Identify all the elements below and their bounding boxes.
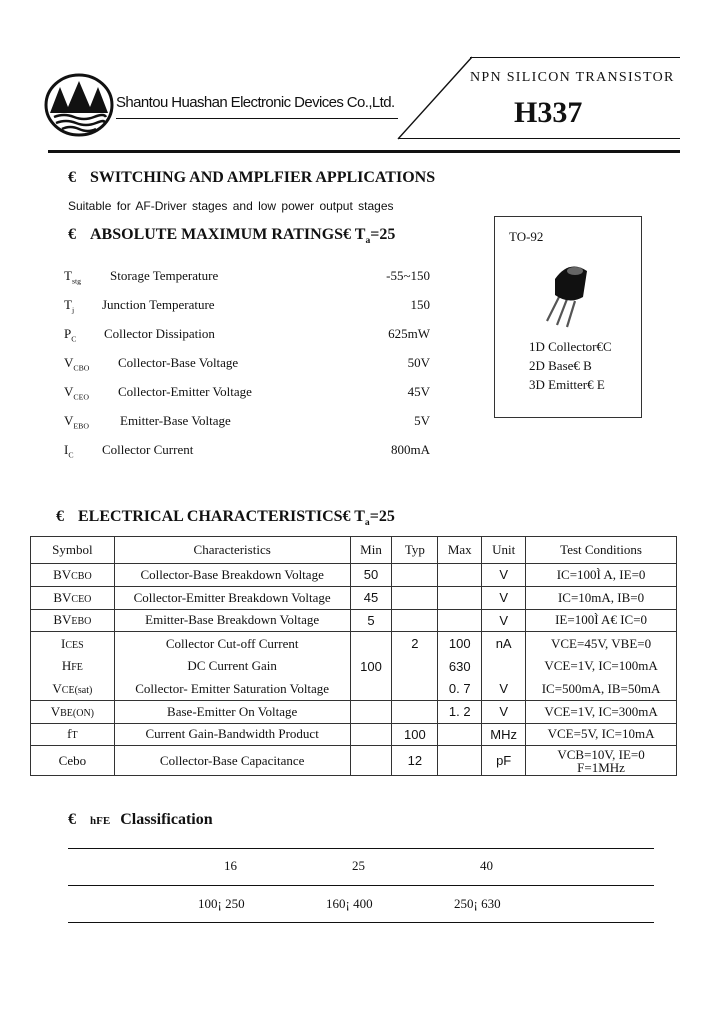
cell-typ [392, 700, 438, 723]
rating-desc: Collector Current [102, 442, 194, 457]
rating-value: 45V [407, 384, 430, 399]
cell-min: 5 [350, 609, 392, 632]
rating-row [64, 413, 444, 433]
cell-typ [392, 655, 438, 678]
cell-condition: IC=100Ì A, IE=0 [526, 564, 677, 587]
hfe-class-25: 25 [352, 858, 365, 873]
col-unit: Unit [482, 537, 526, 564]
rating-value: 150 [410, 297, 430, 312]
cell-max [438, 564, 482, 587]
table-row [31, 564, 677, 587]
company-logo [44, 73, 114, 137]
cell-characteristic: Current Gain-Bandwidth Product [114, 723, 350, 746]
pin-2-label: 2D Base€ B [529, 358, 592, 373]
cell-characteristic: Collector-Base Capacitance [114, 746, 350, 776]
rating-row [64, 355, 444, 375]
rating-row [64, 384, 444, 404]
cell-characteristic: Collector-Base Breakdown Voltage [114, 564, 350, 587]
electrical-table [30, 536, 677, 776]
rating-value: 5V [414, 413, 430, 428]
cell-max [438, 723, 482, 746]
rating-value: -55~150 [386, 268, 430, 283]
col-characteristics: Characteristics [114, 537, 350, 564]
transistor-type: NPN SILICON TRANSISTOR [470, 70, 675, 85]
rating-value: 50V [407, 355, 430, 370]
rating-value: 625mW [388, 326, 430, 341]
hfe-line-top [68, 848, 654, 849]
table-row [31, 609, 677, 632]
package-box [494, 216, 642, 418]
cell-typ: 100 [392, 723, 438, 746]
rating-symbol: $V_{CEO}$ [64, 384, 89, 402]
cell-symbol: BVEBO [31, 609, 115, 632]
cell-condition: IC=500mA, IB=50mA [526, 677, 677, 700]
applications-text: Suitable for AF-Driver stages and low power output stages [68, 199, 394, 213]
cell-characteristic: DC Current Gain [114, 655, 350, 678]
col-test-conditions: Test Conditions [526, 537, 677, 564]
rating-symbol: $T_{stg}$ [64, 268, 82, 286]
hfe-range-40: 250¡ 630 [454, 896, 501, 911]
table-header [31, 537, 677, 564]
header-thick-line [48, 150, 680, 153]
cell-symbol: Cebo [31, 746, 115, 776]
cell-unit: V [482, 700, 526, 723]
table-row [31, 700, 677, 723]
cell-typ [392, 609, 438, 632]
hfe-line-bottom [68, 922, 654, 923]
cell-condition: IC=10mA, IB=0 [526, 586, 677, 609]
hfe-line-mid [68, 885, 654, 886]
header-thin-line [398, 138, 680, 139]
rating-symbol: $I_C$ [64, 442, 74, 460]
cell-min [350, 632, 392, 655]
cell-condition: VCE=1V, IC=300mA [526, 700, 677, 723]
cell-unit: V [482, 564, 526, 587]
cell-min [350, 700, 392, 723]
hfe-class-40: 40 [480, 858, 493, 873]
rating-desc: Junction Temperature [102, 297, 215, 312]
hfe-range-16: 100¡ 250 [198, 896, 245, 911]
rating-desc: Emitter-Base Voltage [120, 413, 231, 428]
table-row [31, 586, 677, 609]
cell-symbol: HFE [31, 655, 115, 678]
table-row [31, 677, 677, 700]
rating-symbol: $T_j$ [64, 297, 75, 315]
rating-symbol: $V_{CBO}$ [64, 355, 90, 373]
rating-desc: Storage Temperature [110, 268, 219, 283]
rating-symbol: $V_{EBO}$ [64, 413, 89, 431]
cell-unit: nA [482, 632, 526, 655]
cell-condition: VCE=1V, IC=100mA [526, 655, 677, 678]
rating-desc: Collector-Base Voltage [118, 355, 239, 370]
cell-max: 100 [438, 632, 482, 655]
cell-min [350, 723, 392, 746]
rating-value: 800mA [391, 442, 430, 457]
cell-unit: V [482, 586, 526, 609]
cell-max: 630 [438, 655, 482, 678]
cell-characteristic: Collector- Emitter Saturation Voltage [114, 677, 350, 700]
cell-max: 0. 7 [438, 677, 482, 700]
cell-condition: VCE=5V, IC=10mA [526, 723, 677, 746]
cell-min: 45 [350, 586, 392, 609]
pin-3-label: 3D Emitter€ E [529, 377, 605, 392]
table-row [31, 632, 677, 655]
cell-unit: MHz [482, 723, 526, 746]
cell-symbol: fT [31, 723, 115, 746]
rating-desc: Collector-Emitter Voltage [118, 384, 252, 399]
cell-typ [392, 677, 438, 700]
cell-characteristic: Emitter-Base Breakdown Voltage [114, 609, 350, 632]
electrical-heading: € ELECTRICAL CHARACTERISTICS€ $T_a=25$ [56, 508, 395, 529]
cell-unit: pF [482, 746, 526, 776]
cell-condition: VCE=45V, VBE=0 [526, 632, 677, 655]
cell-condition: IE=100Ì A€ IC=0 [526, 609, 677, 632]
cell-characteristic: Base-Emitter On Voltage [114, 700, 350, 723]
cell-symbol: VBE(ON) [31, 700, 115, 723]
header-diagonal [396, 56, 474, 140]
cell-unit: V [482, 609, 526, 632]
header-top-line [470, 57, 680, 58]
table-row [31, 723, 677, 746]
package-name: TO-92 [509, 229, 544, 244]
table-row [31, 655, 677, 678]
rating-row [64, 268, 444, 288]
col-max: Max [438, 537, 482, 564]
col-min: Min [350, 537, 392, 564]
header-underline [116, 118, 398, 119]
abs-max-heading: € ABSOLUTE MAXIMUM RATINGS€ $T_a=25$ [68, 226, 396, 247]
cell-characteristic: Collector Cut-off Current [114, 632, 350, 655]
rating-symbol: $P_C$ [64, 326, 77, 344]
cell-symbol: BVCBO [31, 564, 115, 587]
rating-row [64, 442, 444, 462]
col-typ: Typ [392, 537, 438, 564]
hfe-class-16: 16 [224, 858, 237, 873]
cell-typ: 12 [392, 746, 438, 776]
cell-min: 50 [350, 564, 392, 587]
cell-max [438, 586, 482, 609]
cell-unit: V [482, 677, 526, 700]
cell-max [438, 609, 482, 632]
cell-min: 100 [350, 655, 392, 678]
rating-desc: Collector Dissipation [104, 326, 215, 341]
cell-max [438, 746, 482, 776]
cell-symbol: ICES [31, 632, 115, 655]
cell-symbol: BVCEO [31, 586, 115, 609]
part-number: H337 [514, 96, 583, 129]
cell-min [350, 677, 392, 700]
cell-typ [392, 564, 438, 587]
rating-row [64, 326, 444, 346]
applications-heading: € SWITCHING AND AMPLFIER APPLICATIONS [68, 169, 436, 186]
hfe-heading: € hFE Classification [68, 811, 213, 828]
cell-unit [482, 655, 526, 678]
cell-condition: VCB=10V, IE=0 F=1MHz [526, 746, 677, 776]
cell-typ: 2 [392, 632, 438, 655]
cell-symbol: VCE(sat) [31, 677, 115, 700]
company-name: Shantou Huashan Electronic Devices Co.,Ltd. [116, 94, 395, 111]
col-symbol: Symbol [31, 537, 115, 564]
rating-row [64, 297, 444, 317]
cell-min [350, 746, 392, 776]
cell-typ [392, 586, 438, 609]
cell-max: 1. 2 [438, 700, 482, 723]
to92-package-icon [535, 257, 605, 329]
table-row [31, 746, 677, 776]
cell-characteristic: Collector-Emitter Breakdown Voltage [114, 586, 350, 609]
pin-1-label: 1D Collector€C [529, 339, 612, 354]
hfe-range-25: 160¡ 400 [326, 896, 373, 911]
